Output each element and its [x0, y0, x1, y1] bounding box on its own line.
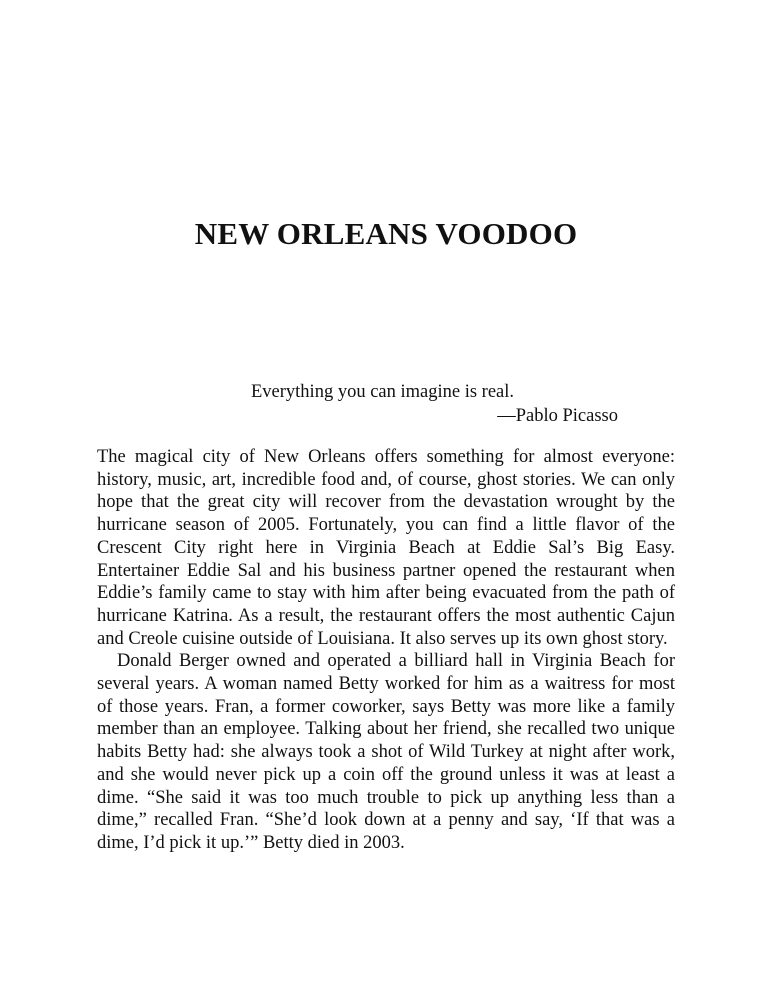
- epigraph-attribution: —Pablo Picasso: [497, 406, 618, 426]
- chapter-title: NEW ORLEANS VOODOO: [194, 216, 578, 251]
- epigraph-quote: Everything you can imagine is real.: [251, 382, 515, 402]
- epigraph: [251, 380, 621, 428]
- paragraph-1: The magical city of New Orleans offers something for almost everyone: history, music, art, incredible food and, of course, ghost stories. We can only hope that the great city will recover from the devastation wrought by the hurricane season of 2005. Fortunately, you can find a little flavor of the Crescent City right here in Virginia Beach at Eddie Sal’s Big Easy. Entertainer Eddie Sal and his business partner opened the restaurant when Eddie’s family came to stay with him after being evacuated from the path of hurricane Katrina. As a result, the restaurant offers the most authentic Cajun and Creole cuisine outside of Louisiana. It also serves up its own ghost story.: [97, 447, 675, 649]
- body-text: [97, 446, 675, 855]
- paragraph-2: Donald Berger owned and operated a billiard hall in Virginia Beach for several years. A woman named Betty worked for him as a waitress for most of those years. Fran, a former coworker, says Betty was more like a family member than an employee. Talking about her friend, she recalled two unique habits Betty had: she always took a shot of Wild Turkey at night after work, and she would never pick up a coin off the ground unless it was at least a dime. “She said it was too much trouble to pick up anything less than a dime,” recalled Fran. “She’d look down at a penny and say, ‘If that was a dime, I’d pick it up.’” Betty died in 2003.: [97, 651, 675, 853]
